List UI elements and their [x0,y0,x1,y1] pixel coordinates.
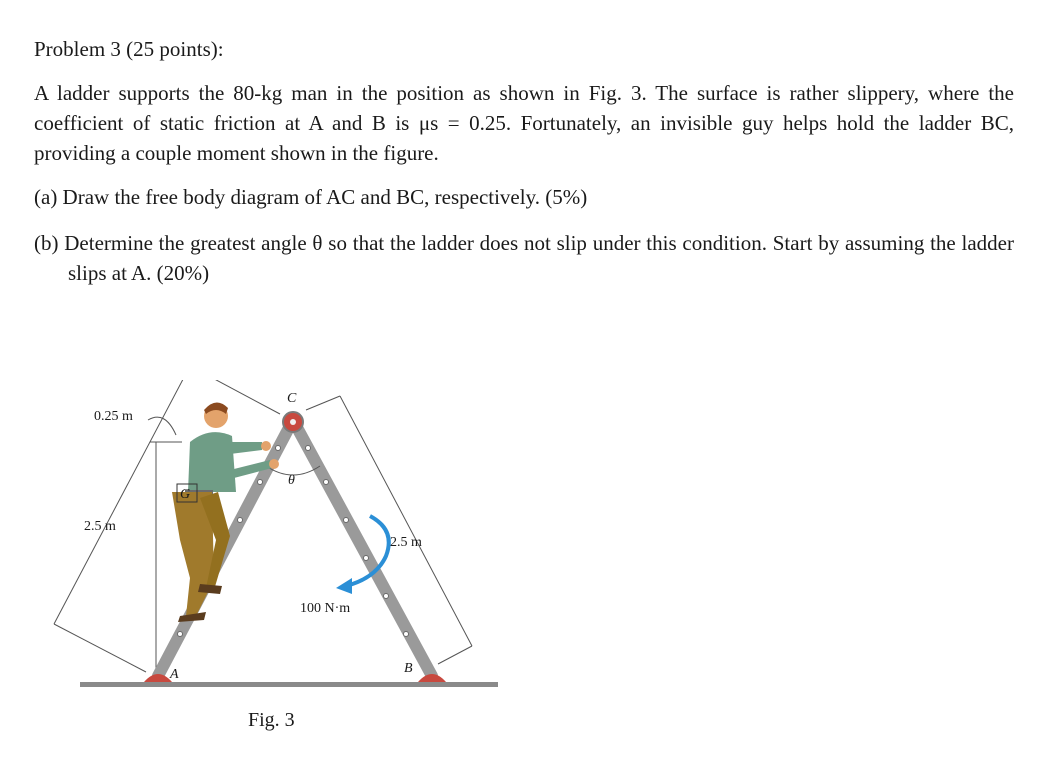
label-point-a: A [170,667,179,682]
problem-text [34,34,1014,288]
right-dimension-extension-bottom [438,646,472,664]
label-left-length: 2.5 m [84,519,116,534]
problem-statement: A ladder supports the 80-kg man in the position as shown in Fig. 3. The surface is rather slippery, where the coefficient of static friction at A and B is μs = 0.25. Fortunately, an invisible guy helps hold the ladder BC, providing a couple moment shown in the figure. [34,81,1014,165]
figure-caption: Fig. 3 [248,709,295,731]
label-right-length: 2.5 m [390,535,422,550]
label-point-c: C [287,391,297,406]
man-hand-upper [261,441,271,451]
moment-arrowhead [336,578,352,594]
ground [80,682,498,687]
man-shirt [188,432,236,492]
right-dimension-extension-top [306,396,340,410]
label-angle: θ [288,473,295,488]
right-dimension-line [340,396,472,646]
foot-b [418,674,446,682]
man-arm-upper [228,442,262,454]
figure-3 [40,380,520,750]
man-figure [172,402,279,622]
label-cg: G [180,487,191,502]
left-dimension-extension-bottom [54,624,146,672]
part-b: (b) Determine the greatest angle θ so that the ladder does not slip under this condition. Start by assuming the ladder slips at A. (20%) [34,231,1014,285]
left-dimension-extension-top [190,380,280,414]
ladder-diagram [40,380,520,750]
foot-a [144,674,172,682]
label-offset: 0.25 m [94,409,133,424]
hinge-c-pin [290,419,296,425]
label-moment: 100 N·m [300,601,351,616]
label-point-b: B [404,661,413,676]
problem-title: Problem 3 (25 points): [34,37,224,61]
man-hand-lower [269,459,279,469]
part-a: (a) Draw the free body diagram of AC and BC, respectively. (5%) [34,185,588,209]
